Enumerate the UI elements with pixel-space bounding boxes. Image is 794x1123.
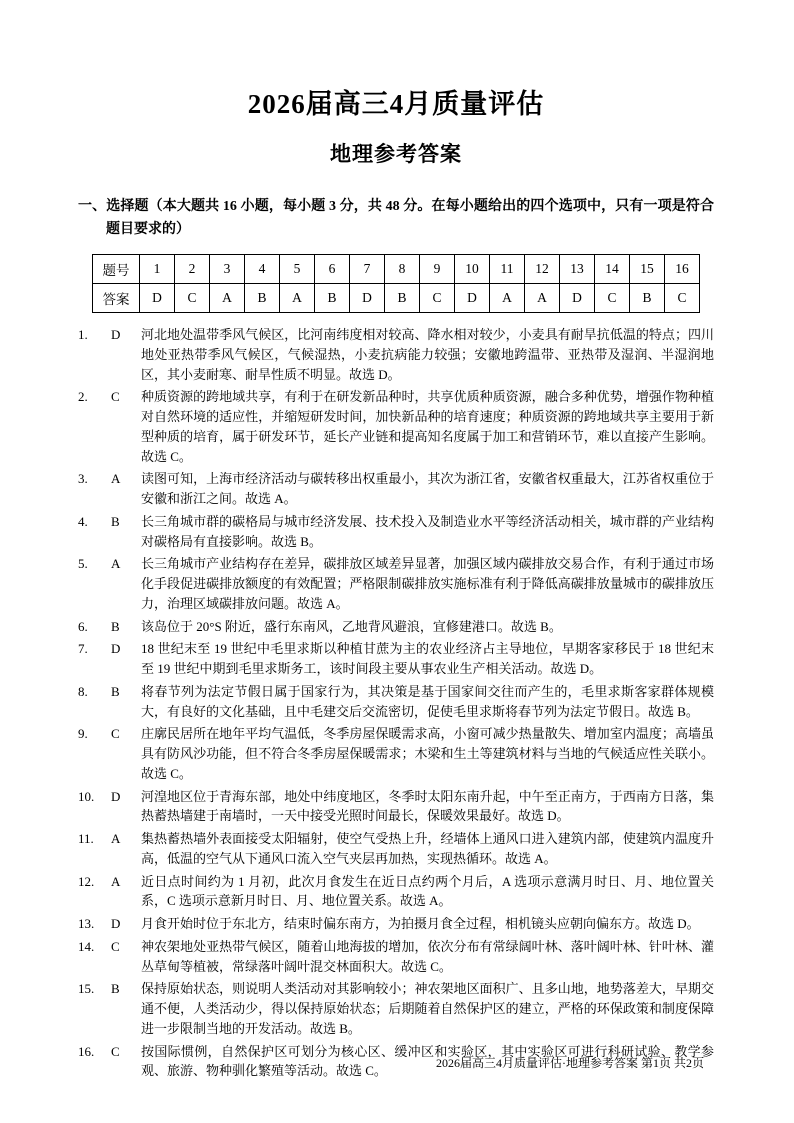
explanation-number: 13. — [78, 916, 95, 932]
answer-cell: C — [665, 284, 700, 313]
explanation-item — [78, 617, 714, 637]
answer-cell: C — [595, 284, 630, 313]
answer-cell: A — [280, 284, 315, 313]
answer-cell: B — [630, 284, 665, 313]
explanation-answer: B — [111, 513, 120, 529]
explanation-answer: C — [111, 389, 120, 405]
explanation-text: 集热蓄热墙外表面接受太阳辐射，使空气受热上升，经墙体上通风口进入建筑内部，使建筑内温度升高，低温的空气从下通风口流入空气夹层再加热，实现热循环。故选 A。 — [141, 831, 714, 866]
explanation-answer: B — [111, 981, 120, 997]
explanation-text: 18 世纪末至 19 世纪中毛里求斯以种植甘蔗为主的农业经济占主导地位，早期客家移民于 18 世纪末至 19 世纪中期到毛里求斯务工，该时间段主要从事农业生产相关活动。故选 D。 — [141, 641, 714, 677]
answer-cell: B — [245, 284, 280, 313]
explanation-text: 该岛位于 20°S 附近，盛行东南风，乙地背风避浪，宜修建港口。故选 B。 — [141, 618, 562, 634]
answer-table-answer-label: 答案 — [93, 284, 140, 313]
explanation-item — [78, 724, 714, 783]
explanation-answer: A — [111, 471, 121, 487]
question-number-cell: 4 — [245, 255, 280, 284]
explanation-text: 长三角城市群的碳格局与城市经济发展、技术投入及制造业水平等经济活动相关，城市群的产业结构对碳格局有直接影响。故选 B。 — [141, 513, 714, 549]
question-number-cell: 10 — [455, 255, 490, 284]
explanation-answer: C — [111, 1043, 120, 1059]
explanation-answer: C — [111, 938, 120, 954]
explanation-item — [78, 512, 714, 552]
explanation-number: 10. — [78, 788, 95, 804]
explanation-text: 近日点时间约为 1 月初，此次月食发生在近日点约两个月后，A 选项示意满月时日、月、地位置关系，C 选项示意新月时日、月、地位置关系。故选 A。 — [141, 873, 714, 909]
explanation-number: 2. — [78, 389, 88, 405]
explanation-text: 河北地处温带季风气候区，比河南纬度相对较高、降水相对较少，小麦具有耐旱抗低温的特点；四川地处亚热带季风气候区，气候湿热，小麦抗病能力较强；安徽地跨温带、亚热带及湿润、半湿润地区，其小麦耐寒、耐旱性质不明显。故选 D。 — [141, 327, 714, 382]
explanation-text: 神农架地处亚热带气候区，随着山地海拔的增加，依次分布有常绿阔叶林、落叶阔叶林、针叶林、灌丛草甸等植被，常绿落叶阔叶混交林面积大。故选 C。 — [141, 938, 714, 974]
question-number-cell: 15 — [630, 255, 665, 284]
explanation-item — [78, 829, 714, 869]
answer-table-answer-row — [93, 284, 700, 313]
explanation-item — [78, 387, 714, 466]
question-number-cell: 6 — [315, 255, 350, 284]
explanation-text: 将春节列为法定节假日属于国家行为，其决策是基于国家间交往而产生的，毛里求斯客家群体规模大，有良好的文化基础，且中毛建交后交流密切，促使毛里求斯将春节列为法定节假日。故选 B。 — [141, 683, 714, 719]
explanation-number: 9. — [78, 726, 88, 742]
answer-table-number-row — [93, 255, 700, 284]
answer-cell: B — [315, 284, 350, 313]
explanation-number: 7. — [78, 641, 88, 657]
explanation-text: 种质资源的跨地域共享，有利于在研发新品种时，共享优质种质资源，融合多种优势，增强作物种植对自然环境的适应性，并缩短研发时间，加快新品种的培育速度；种质资源的跨地域共享主要用于新型种质的培育，属于研发环节，延长产业链和提高知名度属于加工和营销环节，难以直接产生影响。故选 C。 — [141, 389, 714, 464]
answer-cell: D — [560, 284, 595, 313]
explanation-number: 14. — [78, 938, 95, 954]
answer-cell: D — [140, 284, 175, 313]
explanation-text: 保持原始状态，则说明人类活动对其影响较小；神农架地区面积广、且多山地，地势落差大，早期交通不便，人类活动少，得以保持原始状态；后期随着自然保护区的建立，严格的环保政策和制度保障进一步限制当地的开发活动。故选 B。 — [141, 981, 714, 1036]
explanation-number: 3. — [78, 471, 88, 487]
question-number-cell: 1 — [140, 255, 175, 284]
explanation-number: 6. — [78, 618, 88, 634]
explanation-text: 河湟地区位于青海东部，地处中纬度地区，冬季时太阳东南升起，中午至正南方，于西南方日落，集热蓄热墙建于南墙时，一天中接受光照时间最长，保暖效果最好。故选 D。 — [141, 788, 714, 824]
explanation-number: 1. — [78, 327, 88, 343]
question-number-cell: 2 — [175, 255, 210, 284]
document-subtitle: 地理参考答案 — [330, 142, 462, 166]
answer-cell: C — [420, 284, 455, 313]
explanation-answer: B — [111, 683, 120, 699]
document-title: 2026届高三4月质量评估 — [247, 89, 545, 119]
answer-cell: C — [175, 284, 210, 313]
explanation-item — [78, 639, 714, 679]
explanation-number: 4. — [78, 513, 88, 529]
explanation-item — [78, 554, 714, 613]
question-number-cell: 7 — [350, 255, 385, 284]
explanation-item — [78, 469, 714, 509]
explanation-item — [78, 914, 714, 934]
explanation-item — [78, 872, 714, 912]
explanation-answer: A — [111, 873, 121, 889]
explanation-answer: A — [111, 831, 121, 847]
question-number-cell: 13 — [560, 255, 595, 284]
explanation-text: 长三角城市产业结构存在差异，碳排放区域差异显著，加强区域内碳排放交易合作，有利于通过市场化手段促进碳排放额度的有效配置；严格限制碳排放实施标准有利于降低高碳排放量城市的碳排放压力，治理区域碳排放问题。故选 A。 — [141, 556, 714, 611]
question-number-cell: 8 — [385, 255, 420, 284]
question-number-cell: 16 — [665, 255, 700, 284]
explanation-number: 16. — [78, 1043, 95, 1059]
explanation-answer: D — [111, 641, 121, 657]
answer-cell: A — [490, 284, 525, 313]
answer-cell: D — [350, 284, 385, 313]
explanation-text: 读图可知，上海市经济活动与碳转移出权重最小，其次为浙江省，安徽省权重最大，江苏省权重位于安徽和浙江之间。故选 A。 — [141, 471, 714, 507]
answer-cell: A — [525, 284, 560, 313]
section-heading: 一、选择题（本大题共 16 小题，每小题 3 分，共 48 分。在每小题给出的四个选项中，只有一项是符合题目要求的） — [78, 199, 714, 238]
explanation-answer: D — [111, 327, 121, 343]
question-number-cell: 5 — [280, 255, 315, 284]
explanation-item — [78, 979, 714, 1038]
question-number-cell: 9 — [420, 255, 455, 284]
explanation-answer: A — [111, 556, 121, 572]
answer-cell: D — [455, 284, 490, 313]
explanation-number: 11. — [78, 831, 94, 847]
explanation-answer: B — [111, 618, 120, 634]
answer-table — [92, 254, 700, 313]
page-footer: 2026届高三4月质量评估·地理参考答案 第1页 共2页 — [436, 1056, 704, 1070]
answer-cell: A — [210, 284, 245, 313]
answer-table-number-label: 题号 — [93, 255, 140, 284]
answer-cell: B — [385, 284, 420, 313]
explanation-item — [78, 937, 714, 977]
explanation-number: 15. — [78, 981, 95, 997]
explanation-item — [78, 787, 714, 827]
explanation-item — [78, 325, 714, 384]
explanation-text: 月食开始时位于东北方，结束时偏东南方，为拍摄月食全过程，相机镜头应朝向偏东方。故选 D。 — [141, 916, 700, 932]
explanation-number: 5. — [78, 556, 88, 572]
explanation-list — [78, 325, 714, 1081]
question-number-cell: 11 — [490, 255, 525, 284]
explanation-item — [78, 682, 714, 722]
question-number-cell: 12 — [525, 255, 560, 284]
explanation-answer: C — [111, 726, 120, 742]
explanation-number: 12. — [78, 873, 95, 889]
explanation-number: 8. — [78, 683, 88, 699]
question-number-cell: 3 — [210, 255, 245, 284]
explanation-text: 按国际惯例，自然保护区可划分为核心区、缓冲区和实验区，其中实验区可进行科研试验、教学参观、旅游、物种驯化繁殖等活动。故选 C。 — [141, 1043, 714, 1079]
question-number-cell: 14 — [595, 255, 630, 284]
explanation-text: 庄廓民居所在地年平均气温低，冬季房屋保暖需求高，小窗可减少热量散失、增加室内温度；高墙虽具有防风沙功能，但不符合冬季房屋保暖需求；木梁和生土等建筑材料与当地的气候适应性关联小。故选 C。 — [141, 726, 714, 781]
explanation-answer: D — [111, 916, 121, 932]
explanation-answer: D — [111, 788, 121, 804]
